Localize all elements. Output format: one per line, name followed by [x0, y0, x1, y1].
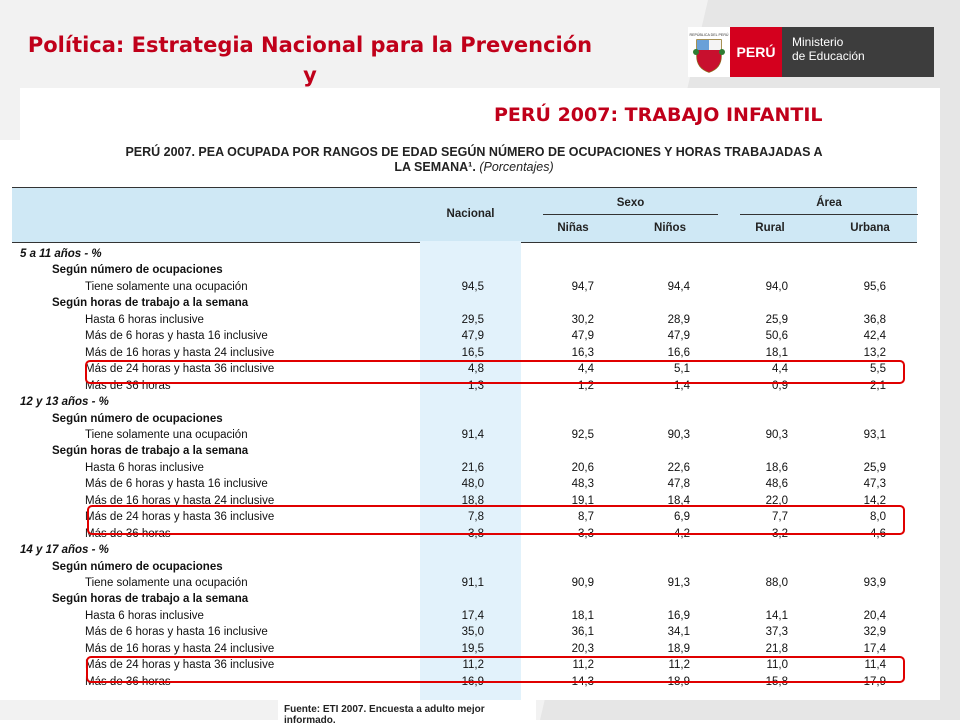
row-value: 7,8	[468, 511, 484, 524]
table-row	[12, 314, 917, 330]
row-value: 88,0	[765, 577, 788, 589]
row-value: 1,4	[674, 379, 690, 392]
row-value: 48,0	[461, 478, 484, 491]
row-value: 20,6	[571, 461, 594, 474]
table-row	[12, 462, 917, 478]
row-label: Más de 36 horas	[85, 379, 171, 392]
row-value: 17,4	[461, 609, 484, 622]
row-label: Más de 6 horas y hasta 16 inclusive	[85, 626, 268, 639]
row-value: 47,8	[667, 478, 690, 491]
row-label: Según horas de trabajo a la semana	[52, 297, 249, 310]
row-value: 13,2	[863, 346, 886, 359]
row-value: 21,6	[461, 461, 484, 474]
row-value: 18,6	[765, 461, 788, 474]
table-row	[12, 478, 917, 494]
row-value: 25,9	[863, 461, 886, 474]
row-value: 91,4	[461, 428, 484, 441]
row-value: 20,3	[571, 642, 594, 655]
row-label: Tiene solamente una ocupación	[85, 577, 248, 589]
ministry-name-line2: de Educación	[792, 49, 865, 63]
row-value: 5,1	[674, 363, 690, 376]
row-value: 20,4	[863, 609, 886, 622]
row-value: 50,6	[765, 330, 788, 343]
row-value: 90,3	[667, 428, 690, 441]
row-value: 19,5	[461, 642, 484, 655]
row-value: 2,1	[870, 379, 886, 392]
row-value: 3,8	[468, 527, 484, 540]
table-row	[12, 281, 917, 297]
row-value: 36,8	[863, 313, 886, 326]
row-value: 4,4	[578, 363, 594, 376]
row-label: Más de 16 horas y hasta 24 inclusive	[85, 642, 275, 655]
peru-label: PERÚ	[730, 27, 782, 77]
row-value: 48,3	[571, 478, 594, 491]
table-title	[34, 145, 914, 175]
row-label: Más de 16 horas y hasta 24 inclusive	[85, 494, 275, 507]
header-rural: Rural	[755, 222, 785, 234]
table-row	[12, 445, 917, 461]
row-value: 11,2	[462, 659, 484, 672]
row-value: 93,1	[863, 428, 886, 441]
slide-title-line1: Política: Estrategia Nacional para la Prevención y	[27, 33, 593, 87]
row-value: 11,4	[864, 659, 886, 672]
highlight-box-12-13	[87, 505, 905, 535]
row-value: 16,9	[667, 609, 690, 622]
ministry-name-line1: Ministerio	[792, 35, 844, 49]
row-value: 36,1	[571, 626, 594, 639]
row-value: 47,9	[461, 330, 484, 343]
row-value: 1,3	[468, 379, 484, 392]
ministry-name	[782, 27, 934, 77]
row-value: 91,3	[667, 577, 690, 589]
row-value: 93,9	[863, 577, 886, 589]
row-value: 22,6	[667, 461, 690, 474]
row-value: 47,9	[667, 330, 690, 343]
header-sexo-underline	[543, 214, 718, 215]
table-row	[12, 297, 917, 313]
row-value: 11,2	[572, 659, 594, 672]
row-value: 4,6	[870, 527, 886, 540]
row-label: Hasta 6 horas inclusive	[85, 461, 204, 474]
row-value: 47,3	[863, 478, 886, 491]
table-title-line2-text: LA SEMANA¹.	[394, 160, 476, 174]
row-label: Según número de ocupaciones	[52, 264, 223, 277]
row-value: 28,9	[667, 313, 690, 326]
table-title-unit: (Porcentajes)	[479, 160, 554, 174]
row-label: Hasta 6 horas inclusive	[85, 313, 204, 326]
row-value: 21,8	[765, 642, 788, 655]
row-value: 6,9	[674, 511, 690, 524]
ministry-logo	[688, 27, 934, 77]
row-value: 7,7	[772, 511, 788, 524]
row-value: 94,4	[667, 280, 690, 293]
row-value: 90,9	[571, 577, 594, 589]
row-value: 92,5	[571, 428, 594, 441]
row-label: Más de 24 horas y hasta 36 inclusive	[85, 659, 275, 672]
header-nacional: Nacional	[446, 208, 495, 220]
row-value: 37,3	[765, 626, 788, 639]
row-value: 5,5	[870, 363, 886, 376]
row-label: Tiene solamente una ocupación	[85, 428, 248, 441]
header-area: Área	[816, 197, 842, 209]
table-row	[12, 626, 917, 642]
header-ninos: Niños	[654, 222, 686, 234]
row-value: 15,8	[765, 675, 788, 688]
header-area-underline	[740, 214, 918, 215]
highlight-box-14-17	[86, 656, 905, 683]
row-value: 4,8	[468, 363, 484, 376]
row-value: 30,2	[571, 313, 594, 326]
table-row	[12, 248, 917, 264]
row-value: 34,1	[667, 626, 690, 639]
table-title-line1: PERÚ 2007. PEA OCUPADA POR RANGOS DE EDAD SEGÚN NÚMERO DE OCUPACIONES Y HORAS TRABAJADAS A	[125, 145, 823, 159]
row-value: 48,6	[765, 478, 788, 491]
row-value: 16,6	[667, 346, 690, 359]
row-value: 1,2	[578, 379, 594, 392]
row-value: 8,7	[578, 511, 594, 524]
row-label: Más de 6 horas y hasta 16 inclusive	[85, 330, 268, 343]
row-label: Más de 24 horas y hasta 36 inclusive	[85, 511, 275, 524]
row-value: 18,8	[461, 494, 484, 507]
row-value: 18,9	[667, 642, 690, 655]
table-row	[12, 610, 917, 626]
header-ninas: Niñas	[557, 222, 589, 234]
row-label: Más de 24 horas y hasta 36 inclusive	[85, 363, 275, 376]
row-label: 14 y 17 años - %	[20, 544, 109, 557]
peru-coat-of-arms-icon	[688, 27, 730, 77]
row-value: 32,9	[863, 626, 886, 639]
row-value: 8,0	[870, 511, 886, 524]
highlight-box-5-11	[85, 360, 905, 384]
row-value: 16,9	[461, 675, 484, 688]
row-value: 17,4	[863, 642, 886, 655]
shield-caption: REPÚBLICA DEL PERÚ	[689, 33, 729, 37]
row-value: 3,3	[578, 527, 594, 540]
table-row	[12, 330, 917, 346]
row-label: Según horas de trabajo a la semana	[52, 445, 249, 458]
table-title-line2	[34, 160, 914, 175]
row-label: Más de 36 horas	[85, 675, 171, 688]
table-row	[12, 577, 917, 593]
row-value: 95,6	[863, 280, 886, 293]
row-value: 18,9	[667, 675, 690, 688]
row-value: 4,2	[674, 527, 690, 540]
row-label: Según número de ocupaciones	[52, 412, 223, 425]
row-label: Tiene solamente una ocupación	[85, 280, 248, 293]
row-value: 14,3	[571, 675, 594, 688]
row-label: Más de 16 horas y hasta 24 inclusive	[85, 346, 275, 359]
table-row	[12, 429, 917, 445]
row-value: 91,1	[461, 577, 484, 589]
row-label: Según horas de trabajo a la semana	[52, 593, 249, 606]
row-value: 4,4	[772, 363, 788, 376]
table-row	[12, 396, 917, 412]
row-value: 3,2	[772, 527, 788, 540]
row-value: 0,9	[772, 379, 788, 392]
row-label: Más de 6 horas y hasta 16 inclusive	[85, 478, 268, 491]
slide-subtitle: PERÚ 2007: TRABAJO INFANTIL	[494, 104, 823, 126]
row-value: 22,0	[765, 494, 788, 507]
row-label: Más de 36 horas	[85, 527, 171, 540]
row-label: 12 y 13 años - %	[20, 396, 109, 409]
row-value: 29,5	[461, 313, 484, 326]
row-value: 11,0	[766, 659, 788, 672]
row-value: 19,1	[571, 494, 594, 507]
row-label: 5 a 11 años - %	[20, 248, 102, 260]
row-label: Hasta 6 horas inclusive	[85, 609, 204, 622]
table-row	[12, 561, 917, 577]
row-value: 18,4	[667, 494, 690, 507]
row-value: 94,5	[461, 280, 484, 293]
row-value: 47,9	[571, 330, 594, 343]
table-row	[12, 264, 917, 280]
row-value: 94,0	[765, 280, 788, 293]
table-row	[12, 593, 917, 609]
row-label: Según número de ocupaciones	[52, 560, 223, 573]
row-value: 11,2	[668, 659, 690, 672]
row-value: 16,3	[571, 346, 594, 359]
header-urbana: Urbana	[850, 222, 890, 234]
table-row	[12, 413, 917, 429]
row-value: 94,7	[571, 280, 594, 293]
row-value: 25,9	[765, 313, 788, 326]
table-row	[12, 544, 917, 560]
row-value: 18,1	[765, 346, 788, 359]
row-value: 42,4	[863, 330, 886, 343]
header-sexo: Sexo	[616, 197, 645, 209]
row-value: 18,1	[571, 609, 594, 622]
row-value: 16,5	[461, 346, 484, 359]
source-note: Fuente: ETI 2007. Encuesta a adulto mejor informado.	[278, 700, 536, 720]
row-value: 14,2	[863, 494, 886, 507]
row-value: 17,9	[863, 675, 886, 688]
row-value: 35,0	[461, 626, 484, 639]
row-value: 90,3	[765, 428, 788, 441]
row-value: 14,1	[765, 609, 788, 622]
